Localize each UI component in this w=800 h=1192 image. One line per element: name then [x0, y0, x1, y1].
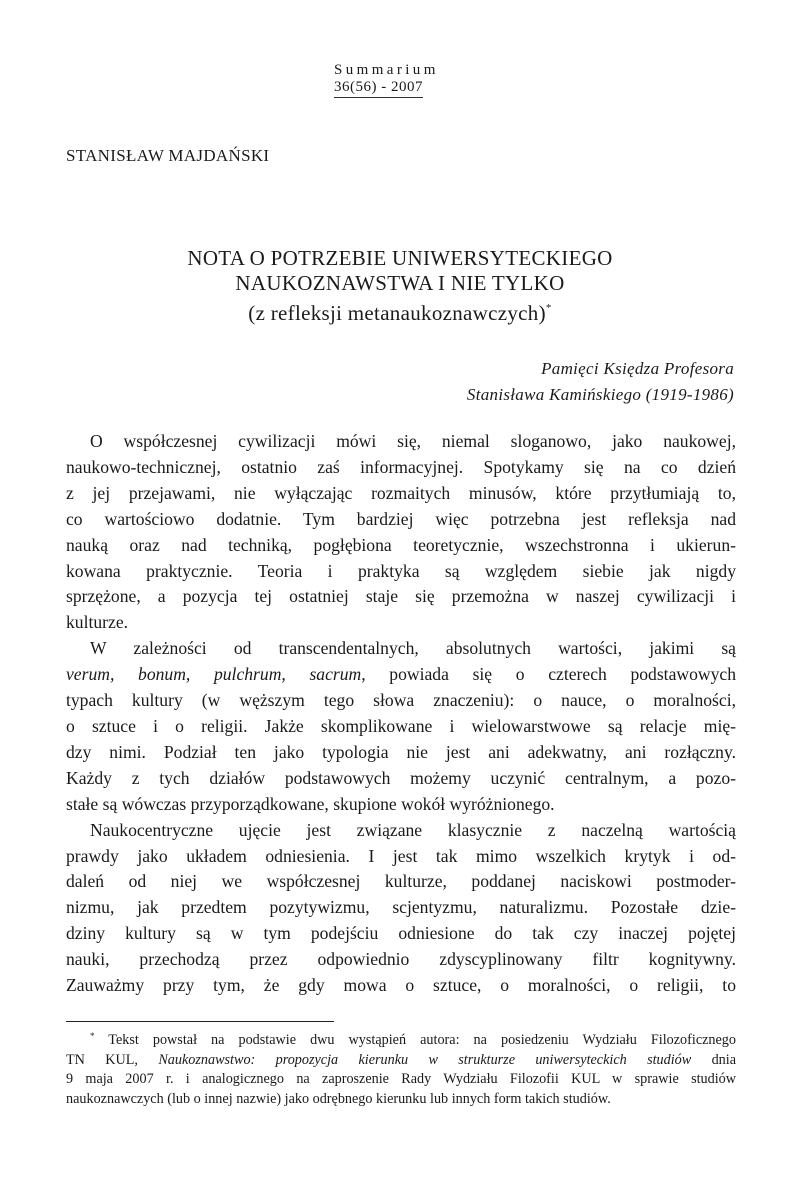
- footnote-text: Tekst powstał na podstawie dwu wystąpień autora: na posiedzeniu Wydziału Filozoficznego: [108, 1032, 736, 1048]
- footnote-marker: *: [90, 1031, 95, 1041]
- dedication-line-1: Pamięci Księdza Profesora: [541, 359, 734, 378]
- paragraph-line: typach kultury (w węższym tego słowa znaczeniu): o nauce, o moralności,: [66, 690, 736, 711]
- journal-header: [334, 62, 474, 98]
- paragraph-line: sprzężone, a pozycja tej ostatniej staje się przemożna w naszej cywilizacji i: [66, 586, 736, 607]
- paragraph-line: o sztuce i o religii. Jakże skomplikowane i wielowarstwowe są relacje mię-: [66, 715, 736, 736]
- journal-name: Summarium: [334, 62, 439, 78]
- footnote-title-italic: Naukoznawstwo: propozycja kierunku w strukturze uniwersyteckich studiów: [158, 1051, 692, 1068]
- footnote-line: 9 maja 2007 r. i analogicznego na zaproszenie Rady Wydziału Filozofii KUL w sprawie studiów: [66, 1071, 736, 1087]
- paragraph-line: O współczesnej cywilizacji mówi się, niemal sloganowo, jako naukowej,: [90, 431, 736, 451]
- dedication-line-2: Stanisława Kamińskiego (1919-1986): [466, 385, 734, 404]
- title-line-1: NOTA O POTRZEBIE UNIWERSYTECKIEGO: [187, 246, 613, 270]
- article-body: [66, 429, 736, 999]
- latin-terms: verum, bonum, pulchrum, sacrum,: [66, 664, 366, 685]
- title-line-3: [0, 296, 800, 326]
- paragraph-line: kowana praktycznie. Teoria i praktyka są względem siebie jak nigdy: [66, 560, 736, 581]
- paragraph-line-rest: powiada się o czterech podstawowych: [365, 664, 736, 685]
- paragraph-line: stałe są wówczas przyporządkowane, skupione wokół wyróżnionego.: [66, 793, 555, 814]
- footnote-line: [66, 1051, 736, 1071]
- footnote: [66, 1027, 736, 1109]
- paragraph-line: kulturze.: [66, 612, 129, 633]
- paragraph-line: dzy nimi. Podział ten jako typologia nie jest ani adekwatny, ani rozłączny.: [66, 741, 736, 762]
- footnote-line: naukoznawczych (lub o innej nazwie) jako odrębnego kierunku lub innych form takich studiów.: [66, 1090, 611, 1107]
- paragraph-line: Naukocentryczne ujęcie jest związane klasycznie z naczelną wartością: [90, 819, 736, 840]
- paragraph-line: z jej przejawami, nie wyłączając rozmaitych minusów, które przytłumiają to,: [66, 482, 736, 503]
- paragraph-line: W zależności od transcendentalnych, absolutnych wartości, jakimi są: [90, 638, 736, 659]
- paragraph-line: dziny kultury są w tym podejściu odniesione do tak czy inaczej pojętej: [66, 923, 736, 944]
- paragraph-line: co wartościowo dodatnie. Tym bardziej więc potrzebna jest refleksja nad: [66, 508, 736, 529]
- footnote-divider: [66, 1021, 334, 1022]
- paragraph-2: [66, 636, 736, 817]
- paragraph-line: Zauważmy przy tym, że gdy mowa o sztuce, o moralności, o religii, to: [66, 975, 736, 996]
- paragraph-1: [66, 429, 736, 636]
- footnote-text: TN KUL,: [66, 1051, 159, 1068]
- paragraph-line: nauki, przechodzą przez odpowiednio zdyscyplinowany filtr kognitywny.: [66, 949, 736, 970]
- paragraph-line: Każdy z tych działów podstawowych możemy uczynić centralnym, a pozo-: [66, 767, 736, 788]
- paragraph-line: nizmu, jak przedtem pozytywizmu, scjentyzmu, naturalizmu. Pozostałe dzie-: [66, 897, 736, 918]
- paragraph-line: [66, 662, 736, 688]
- author-name: STANISŁAW MAJDAŃSKI: [66, 146, 270, 165]
- footnote-line: [66, 1027, 736, 1051]
- footnote-text: dnia: [691, 1051, 737, 1068]
- title-subtitle: (z refleksji metanaukoznawczych): [248, 301, 546, 325]
- paragraph-line: naukowo-technicznej, ostatnio zaś informacyjnej. Spotykamy się na co dzień: [66, 456, 736, 477]
- paragraph-line: nauką oraz nad techniką, pogłębiona teoretycznie, wszechstronna i ukierun-: [66, 534, 736, 555]
- paragraph-line: daleń od niej we współczesnej kulturze, poddanej naciskowi postmoder-: [66, 871, 736, 892]
- title-line-2: NAUKOZNAWSTWA I NIE TYLKO: [235, 271, 565, 295]
- dedication: [467, 356, 734, 408]
- article-title: [0, 246, 800, 326]
- paragraph-line: prawdy jako układem odniesienia. I jest tak mimo wszelkich krytyk i od-: [66, 845, 736, 866]
- journal-issue: 36(56) - 2007: [334, 79, 423, 98]
- paragraph-3: [66, 818, 736, 999]
- title-footnote-marker: *: [545, 302, 552, 314]
